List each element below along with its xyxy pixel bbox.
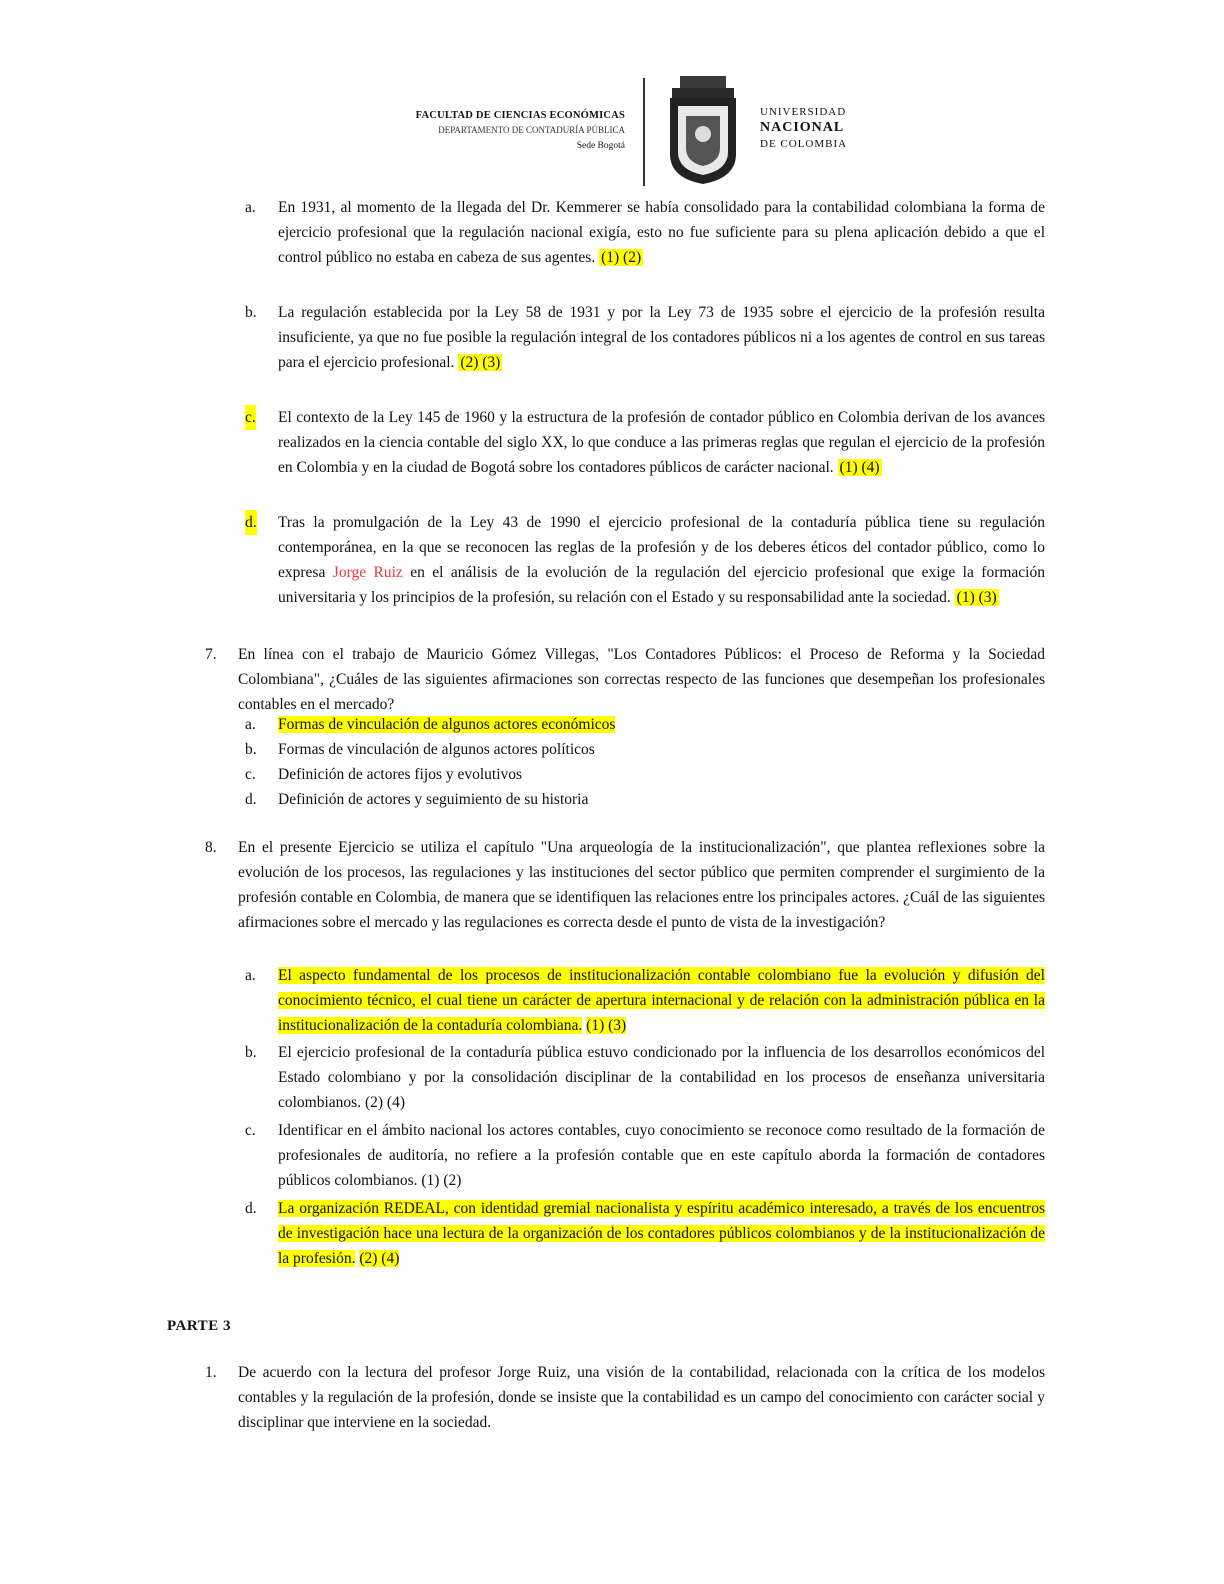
answer-reference: (1) (4) bbox=[839, 459, 880, 476]
option-label: b. bbox=[245, 304, 257, 321]
list-item: Definición de actores y seguimiento de su historia bbox=[278, 791, 589, 808]
option-label: d. bbox=[245, 791, 257, 808]
option-label: a. bbox=[245, 199, 256, 216]
campus-name: Sede Bogotá bbox=[576, 141, 625, 151]
faculty-name: FACULTAD DE CIENCIAS ECONÓMICAS bbox=[415, 110, 625, 121]
section-heading: PARTE 3 bbox=[167, 1318, 231, 1334]
option-label: b. bbox=[245, 741, 257, 758]
list-item: Formas de vinculación de algunos actores económicos bbox=[278, 716, 616, 733]
question-stem: De acuerdo con la lectura del profesor Jorge Ruiz, una visión de la contabilidad, relacionada con la crítica de los modelos contables y la regulación de la profesión, donde se insiste que la contabilidad es un campo del conocimiento con carácter social y disciplinar que interviene en la sociedad. bbox=[238, 1364, 1045, 1431]
list-item: La organización REDEAL, con identidad gremial nacionalista y espíritu académico interesado, a través de los encuentros de investigación hace una lectura de la organización de los contadores públicos colombianos y de la institucionalización de la profesión. (2) (4) bbox=[278, 1200, 1045, 1267]
university-seal-icon bbox=[664, 76, 742, 184]
question-number: 7. bbox=[205, 646, 217, 663]
answer-reference: (1) (2) bbox=[421, 1172, 462, 1189]
answer-reference: (2) (3) bbox=[460, 354, 501, 371]
option-label: d. bbox=[245, 1200, 257, 1217]
list-item: Tras la promulgación de la Ley 43 de 1990 el ejercicio profesional de la contaduría pública tiene su regulación contemporánea, en la que se reconocen las reglas de la profesión y de los deberes éticos del contador público, como lo expresa Jorge Ruiz en el análisis de la evolución de la regulación del ejercicio profesional que exige la formación universitaria y los principios de la profesión, su relación con el Estado y su responsabilidad ante la sociedad. (1) (3) bbox=[278, 514, 1045, 606]
answer-reference: (1) (2) bbox=[601, 249, 642, 266]
question-stem: En línea con el trabajo de Mauricio Gómez Villegas, "Los Contadores Públicos: el Proceso de Reforma y la Sociedad Colombiana", ¿Cuáles de las siguientes afirmaciones son correctas respecto de las funciones que desempeñan los profesionales contables en el mercado? bbox=[238, 646, 1045, 713]
list-item: El aspecto fundamental de los procesos de institucionalización contable colombiano fue la evolución y difusión del conocimiento técnico, el cual tiene un carácter de apertura internacional y de relación con la administración pública en la institucionalización de la contaduría colombiana. (1) (3) bbox=[278, 967, 1045, 1034]
answer-reference: (1) (3) bbox=[956, 589, 997, 606]
list-item: Formas de vinculación de algunos actores políticos bbox=[278, 741, 595, 758]
option-label: b. bbox=[245, 1044, 257, 1061]
option-label: a. bbox=[245, 967, 256, 984]
option-label: c. bbox=[245, 1122, 256, 1139]
question-stem: En el presente Ejercicio se utiliza el capítulo "Una arqueología de la institucionalización", que plantea reflexiones sobre la evolución de los procesos, las regulaciones y las instituciones del sector público que permiten comprender el surgimiento de la profesión contable en Colombia, de manera que se identifiquen las relaciones entre los principales actores. ¿Cuál de las siguientes afirmaciones sobre el mercado y las regulaciones es correcta desde el punto de vista de la investigación? bbox=[238, 839, 1045, 931]
answer-reference: (2) (4) bbox=[359, 1250, 400, 1267]
list-item: La regulación establecida por la Ley 58 de 1931 y por la Ley 73 de 1935 sobre el ejercicio de la profesión resulta insuficiente, ya que no fue posible la regulación integral de los contadores públicos ni a los agentes de control en sus tareas para el ejercicio profesional. (2) (3) bbox=[278, 304, 1045, 371]
list-item: El contexto de la Ley 145 de 1960 y la estructura de la profesión de contador público en Colombia derivan de los avances realizados en la ciencia contable del siglo XX, lo que conduce a las primeras reglas que regulan el ejercicio de la profesión en Colombia y en la ciudad de Bogotá sobre los contadores públicos de carácter nacional. (1) (4) bbox=[278, 409, 1045, 476]
document-header-left bbox=[270, 108, 625, 155]
list-item: Definición de actores fijos y evolutivos bbox=[278, 766, 523, 783]
option-label: d. bbox=[245, 510, 257, 535]
list-item: Identificar en el ámbito nacional los actores contables, cuyo conocimiento se reconoce como resultado de la formación de profesionales de auditoría, no refiere a la profesión contable que en este capítulo aborda la formación de contadores públicos colombianos. (1) (2) bbox=[278, 1122, 1045, 1189]
list-item: El ejercicio profesional de la contaduría pública estuvo condicionado por la influencia de los desarrollos económicos del Estado colombiano y por la consolidación disciplinar de la contabilidad en los procesos de enseñanza universitaria colombianos. (2) (4) bbox=[278, 1044, 1045, 1111]
question-number: 1. bbox=[205, 1364, 217, 1381]
option-label: c. bbox=[245, 766, 256, 783]
answer-reference: (2) (4) bbox=[364, 1094, 405, 1111]
author-name: Jorge Ruiz bbox=[332, 564, 403, 581]
option-label: c. bbox=[245, 405, 256, 430]
option-label: a. bbox=[245, 716, 256, 733]
university-name: UNIVERSIDAD NACIONAL DE COLOMBIA bbox=[760, 106, 848, 150]
header-divider bbox=[643, 78, 645, 186]
answer-reference: (1) (3) bbox=[586, 1017, 627, 1034]
department-name: DEPARTAMENTO DE CONTADURÍA PÚBLICA bbox=[438, 125, 625, 135]
list-item: En 1931, al momento de la llegada del Dr. Kemmerer se había consolidado para la contabilidad colombiana la forma de ejercicio profesional que la regulación nacional exigía, esto no fue suficiente para su plena aplicación debido a que el control público no estaba en cabeza de sus agentes. (1) (2) bbox=[278, 199, 1045, 266]
question-number: 8. bbox=[205, 839, 217, 856]
